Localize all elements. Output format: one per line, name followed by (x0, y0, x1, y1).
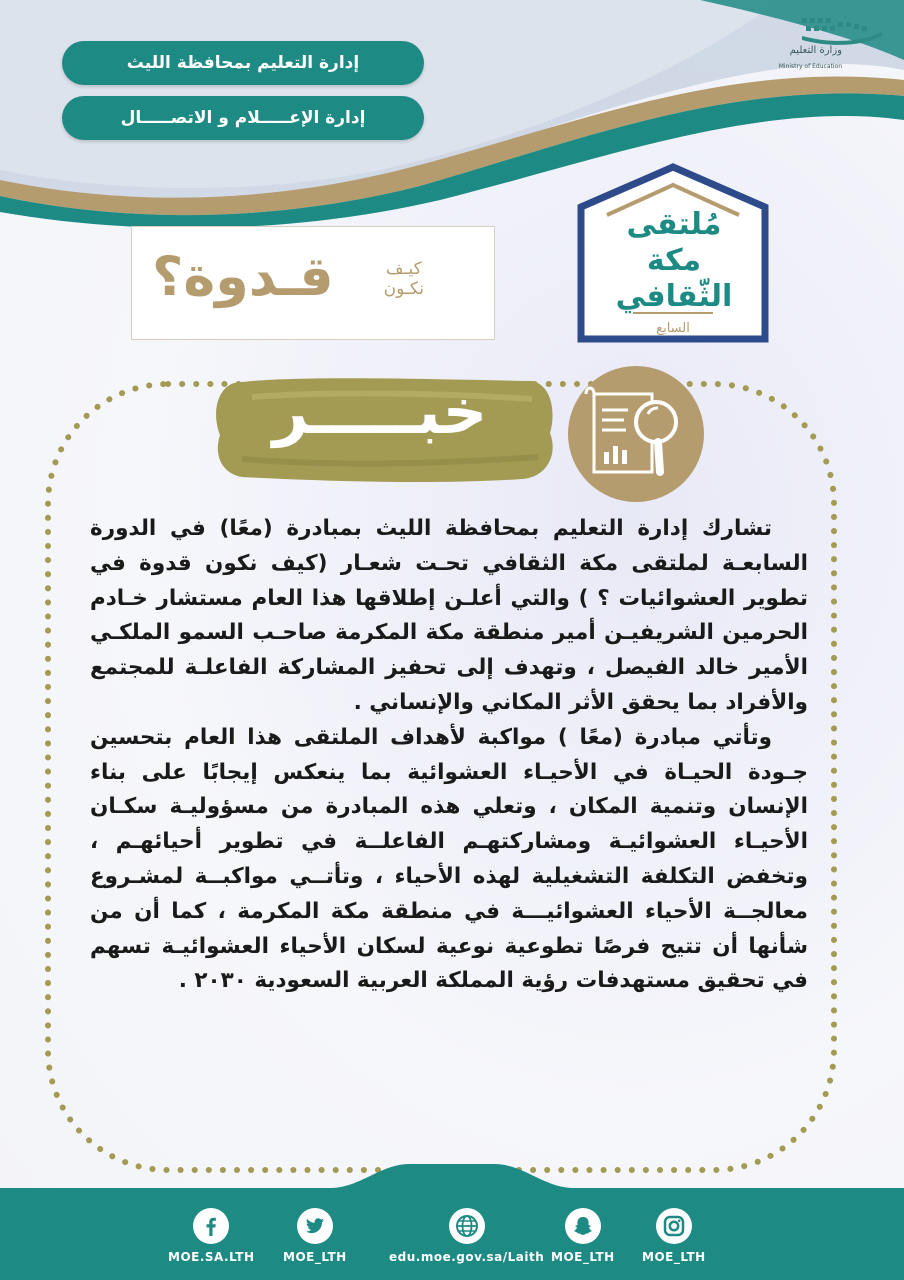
twitter-icon (297, 1208, 333, 1244)
campaign-small-line1: كيـف (385, 259, 422, 279)
ministry-name-english: Ministry of Education (778, 63, 842, 70)
instagram-icon (656, 1208, 692, 1244)
campaign-small-line2: نكـون (383, 279, 424, 299)
instagram-handle: MOE_LTH (642, 1250, 706, 1264)
snapchat-handle: MOE_LTH (551, 1250, 615, 1264)
news-article (90, 512, 808, 999)
department-pill-media: إدارة الإعـــــلام و الاتصـــــال (62, 96, 424, 140)
forum-line2: مكة (646, 243, 702, 278)
instagram-link[interactable] (642, 1208, 706, 1264)
article-paragraph-2: وتأتي مبادرة (معًا ) مواكبة لأهداف الملتقى هذا العام بتحسين جـودة الحيـاة في الأحيـاء العشوائية بما ينعكس إيجابًا على بناء الإنسان وتنمية المكان ، وتعلي هذه المبادرة من مسؤوليـة سكـان الأحيـاء العشوائيـة ومشاركتهـم الفاعلــة في تطوير أحيائهـم ، وتخفض التكلفة التشغيلية لهذه الأحياء ، وتأتــي مواكبــة لمشـروع معالجــة الأحياء العشوائيـــة في منطقة مكة المكرمة ، كما أن من شأنها أن تتيح فرصًا تطوعية نوعية لسكان الأحياء العشوائيـة تسهم في تحقيق مستهدفات رؤية المملكة العربية السعودية ٢٠٣٠ . (90, 724, 808, 994)
department-pill-education: إدارة التعليم بمحافظة الليث (62, 41, 424, 85)
campaign-logo-big-text: قـدوة؟ (152, 245, 334, 308)
website-url: edu.moe.gov.sa/Laith (389, 1250, 545, 1264)
forum-logo (573, 163, 773, 345)
snapchat-icon (565, 1208, 601, 1244)
ministry-name-arabic: وزارة التعليم (789, 45, 842, 56)
forum-edition: السابع (656, 321, 690, 336)
facebook-icon (193, 1208, 229, 1244)
twitter-link[interactable] (283, 1208, 347, 1264)
news-document-icon (566, 364, 706, 504)
campaign-logo (131, 226, 495, 340)
news-title: خبـــــر (272, 375, 488, 448)
facebook-handle: MOE.SA.LTH (168, 1250, 255, 1264)
facebook-link[interactable] (168, 1208, 255, 1264)
website-link[interactable] (389, 1208, 544, 1264)
forum-line3: الثّقافي (615, 279, 733, 314)
twitter-handle: MOE_LTH (283, 1250, 347, 1264)
campaign-logo-small-text (384, 259, 424, 299)
article-paragraph-1: تشارك إدارة التعليم بمحافظة الليث بمبادرة (معًا) في الدورة السابعـة لملتقى مكة الثقافي تحـت شعـار (كيف نكون قدوة في تطوير العشوائيات ؟ ) والتي أعلـن إطلاقها هذا العام مستشار خـادم الحرمين الشريفيـن أمير منطقة مكة المكرمة صاحـب السمو الملكـي الأمير خالد الفيصل ، وتهدف إلى تحفيز المشاركة الفاعلـة للمجتمع والأفراد بما يحقق الأثر المكاني والإنساني . (90, 516, 808, 715)
forum-line1: مُلتقى (626, 207, 722, 242)
globe-icon (449, 1208, 485, 1244)
forum-logo-text (593, 207, 755, 315)
snapchat-link[interactable] (551, 1208, 615, 1264)
